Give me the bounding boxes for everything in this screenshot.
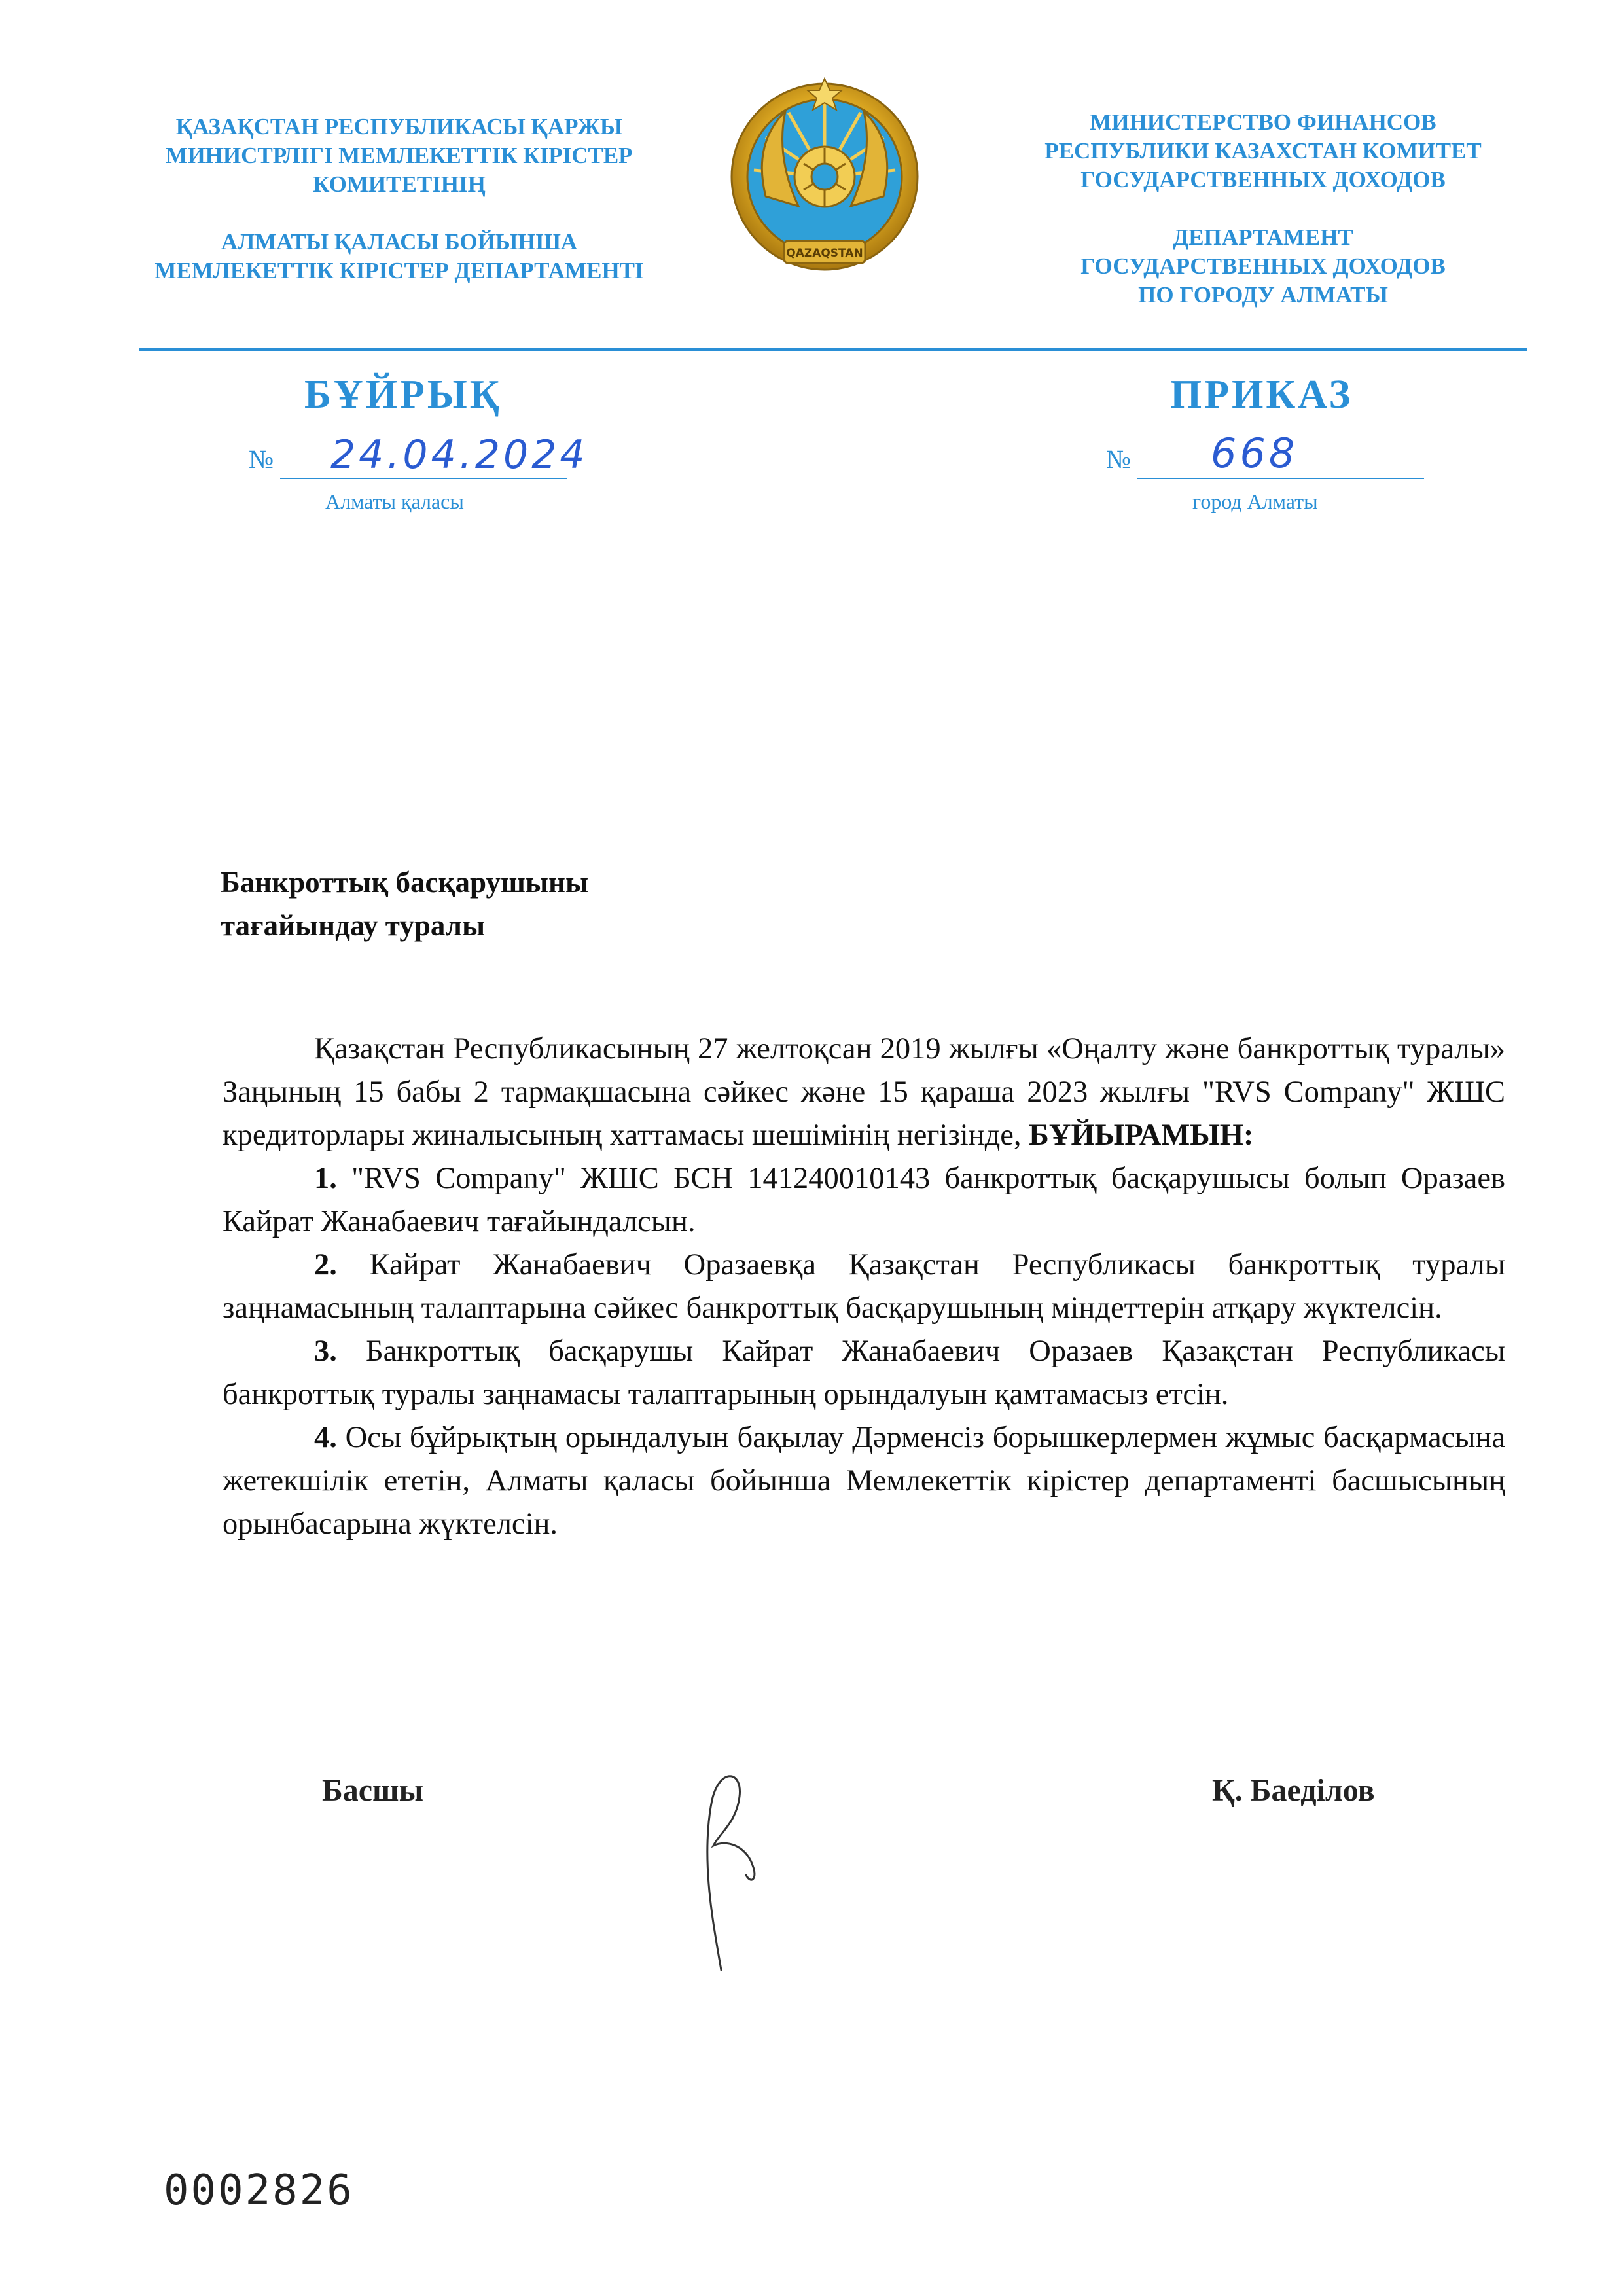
item-2-text: Кайрат Жанабаевич Оразаевқа Қазақстан Республикасы банкроттық туралы заңнамасының талаптарына сәйкес банкроттық басқарушының міндеттерін атқару жүктелсін. xyxy=(223,1248,1505,1325)
item-1-number: 1. xyxy=(314,1162,337,1195)
header-ru-line-6: ПО ГОРОДУ АЛМАТЫ xyxy=(1138,282,1388,308)
subject-line-2: тағайындау туралы xyxy=(221,909,486,942)
number-sign-ru: № xyxy=(1106,444,1132,474)
item-1-text: "RVS Company" ЖШС БСН 141240010143 банкроттық басқарушысы болып Оразаев Кайрат Жанабаевич тағайындалсын. xyxy=(223,1162,1505,1238)
document-subject xyxy=(221,861,588,947)
header-kz-line-2: МИНИСТРЛІГІ МЕМЛЕКЕТТІК КІРІСТЕР xyxy=(166,143,633,168)
handwritten-date: 24.04.2024 xyxy=(330,432,588,478)
header-kz-line-5: МЕМЛЕКЕТТІК КІРІСТЕР ДЕПАРТАМЕНТІ xyxy=(154,258,644,283)
item-3 xyxy=(223,1330,1505,1416)
intro-text: Қазақстан Республикасының 27 желтоқсан 2019 жылғы «Оңалту және банкроттық туралы» Заңының 15 бабы 2 тармақшасына сәйкес және 15 қараша 2023 жылғы "RVS Company" ЖШС кредиторлары жиналысының хаттамасы шешімінің негізінде, xyxy=(223,1032,1505,1152)
header-ru-line-4: ДЕПАРТАМЕНТ xyxy=(1173,224,1353,250)
city-ru: город Алматы xyxy=(1192,490,1318,513)
item-4-number: 4. xyxy=(314,1421,337,1454)
header-ru-line-2: РЕСПУБЛИКИ КАЗАХСТАН КОМИТЕТ xyxy=(1044,138,1482,164)
city-kz: Алматы қаласы xyxy=(325,490,464,513)
item-4-text: Осы бұйрықтың орындалуын бақылау Дәрменсіз борышкерлермен жұмыс басқармасына жетекшілік ететін, Алматы қаласы бойынша Мемлекеттік кірістер департаменті басшысының орынбасарына жүктелсін. xyxy=(223,1421,1505,1541)
order-title-kz: БҰЙРЫҚ xyxy=(304,372,502,417)
handwritten-signature xyxy=(674,1761,779,1983)
number-underline xyxy=(1137,478,1424,479)
header-kz-line-4: АЛМАТЫ ҚАЛАСЫ БОЙЫНША xyxy=(221,229,578,255)
intro-bold: БҰЙЫРАМЫН: xyxy=(1029,1119,1254,1152)
item-1 xyxy=(223,1157,1505,1244)
signatory-name: Қ. Баеділов xyxy=(1212,1773,1375,1808)
header-ru-line-3: ГОСУДАРСТВЕННЫХ ДОХОДОВ xyxy=(1080,167,1446,192)
header-ru-line-1: МИНИСТЕРСТВО ФИНАНСОВ xyxy=(1090,109,1436,135)
header-ru-line-5: ГОСУДАРСТВЕННЫХ ДОХОДОВ xyxy=(1080,253,1446,279)
subject-line-1: Банкроттық басқарушыны xyxy=(221,866,589,899)
order-title-ru: ПРИКАЗ xyxy=(1170,372,1353,417)
item-2-number: 2. xyxy=(314,1248,337,1282)
serial-number: 0002826 xyxy=(164,2166,354,2215)
date-underline xyxy=(280,478,567,479)
header-divider xyxy=(139,348,1527,351)
document-body xyxy=(223,1028,1505,1546)
intro-paragraph xyxy=(223,1028,1505,1157)
signatory-title: Басшы xyxy=(322,1773,424,1808)
item-3-number: 3. xyxy=(314,1335,337,1368)
item-3-text: Банкроттық басқарушы Кайрат Жанабаевич Оразаев Қазақстан Республикасы банкроттық туралы заңнамасы талаптарының орындалуын қамтамасыз етсін. xyxy=(223,1335,1505,1411)
header-kz-line-1: ҚАЗАҚСТАН РЕСПУБЛИКАСЫ ҚАРЖЫ xyxy=(175,114,623,139)
header-ru xyxy=(988,108,1538,310)
emblem-text: QAZAQSTAN xyxy=(786,247,863,260)
item-4 xyxy=(223,1416,1505,1546)
header-kz-line-3: КОМИТЕТІНІҢ xyxy=(313,171,486,197)
item-2 xyxy=(223,1244,1505,1330)
header-kz xyxy=(124,113,674,285)
handwritten-order-number: 668 xyxy=(1211,429,1298,477)
state-emblem-icon xyxy=(726,65,923,291)
number-sign-kz: № xyxy=(249,444,274,474)
